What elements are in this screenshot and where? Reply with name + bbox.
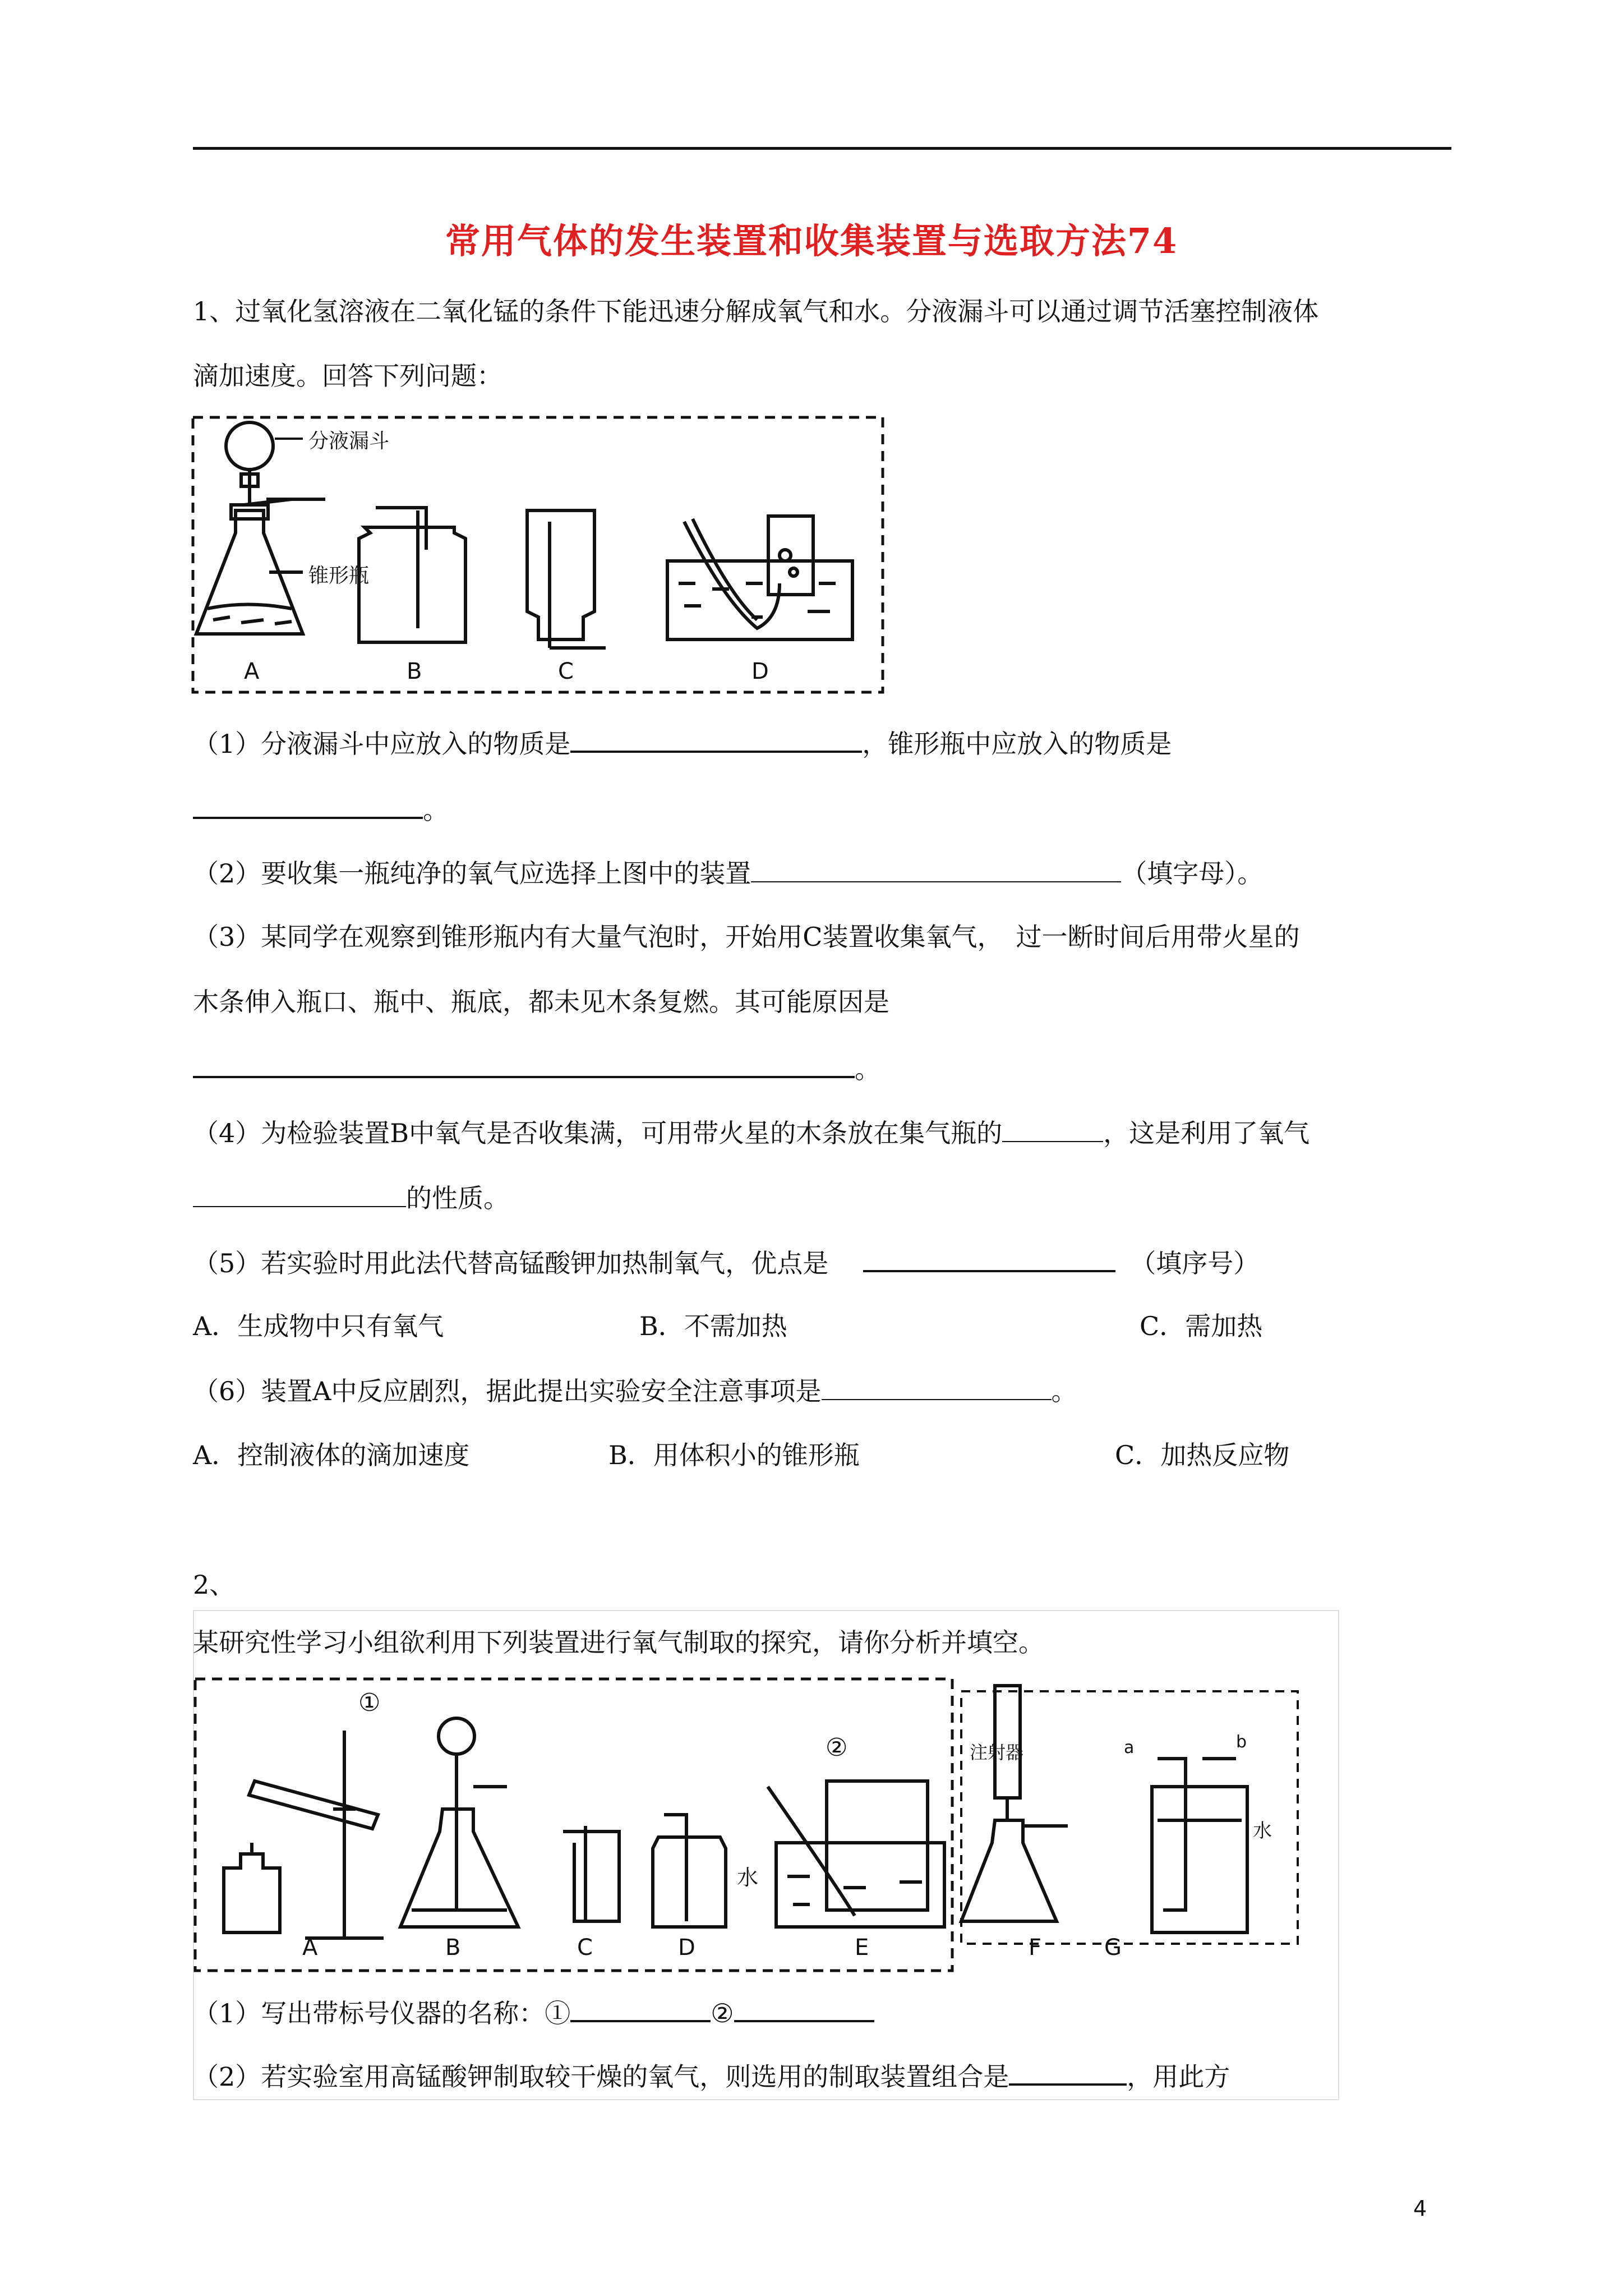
apparatus-label-d: D xyxy=(678,1935,695,1961)
marker-2: ② xyxy=(826,1733,848,1762)
apparatus-label-a: A xyxy=(302,1935,318,1961)
marker-1: ① xyxy=(358,1688,381,1717)
q1-sub6-option-c: C．加热反应物 xyxy=(1115,1440,1290,1470)
q2-sub2: （2）若实验室用高锰酸钾制取较干燥的氧气，则选用的制取装置组合是 ，用此方 xyxy=(193,2058,1230,2093)
apparatus-label-c: C xyxy=(577,1935,593,1961)
q1-sub3-line2: 木条伸入瓶口、瓶中、瓶底，都未见木条复燃。其可能原因是 xyxy=(193,987,889,1017)
q1-sub1-cont: 。 xyxy=(193,791,449,827)
q1-sub6-option-b: B．用体积小的锥形瓶 xyxy=(608,1440,860,1470)
page-title: 常用气体的发生装置和收集装置与选取方法74 xyxy=(445,220,1178,261)
q1-sub4-cont: 的性质。 xyxy=(193,1180,509,1215)
q1-sub5-option-c: C．需加热 xyxy=(1140,1311,1263,1341)
q1-apparatus-figure xyxy=(191,415,886,696)
answer-blank[interactable] xyxy=(193,791,423,819)
q2-stem: 某研究性学习小组欲利用下列装置进行氧气制取的探究，请你分析并填空。 xyxy=(193,1627,1044,1658)
answer-blank[interactable] xyxy=(734,1994,874,2022)
apparatus-label-b: B xyxy=(445,1935,461,1961)
label-port-a: a xyxy=(1124,1738,1135,1757)
q1-sub5-option-b: B．不需加热 xyxy=(639,1311,787,1341)
q1-sub2: （2）要收集一瓶纯净的氧气应选择上图中的装置 （填字母）。 xyxy=(193,855,1263,890)
apparatus-label-d: D xyxy=(751,659,769,684)
label-syringe: 注射器 xyxy=(970,1742,1024,1763)
header-rule xyxy=(193,147,1451,150)
q1-sub5: （5）若实验时用此法代替高锰酸钾加热制氧气，优点是 （填序号） xyxy=(193,1244,1259,1280)
q2-number: 2、 xyxy=(193,1570,236,1600)
answer-blank[interactable] xyxy=(193,1180,406,1207)
answer-blank[interactable] xyxy=(193,1050,855,1078)
page-number: 4 xyxy=(1413,2196,1427,2221)
label-water-e: 水 xyxy=(737,1865,759,1890)
q1-sub6: （6）装置A中反应剧烈，据此提出实验安全注意事项是 。 xyxy=(193,1373,1077,1408)
q2-apparatus-figure xyxy=(193,1674,1337,1977)
q1-sub1: （1）分液漏斗中应放入的物质是 ，锥形瓶中应放入的物质是 xyxy=(193,725,1172,761)
answer-blank[interactable] xyxy=(1002,1115,1103,1142)
q1-stem-line1: 1、过氧化氢溶液在二氧化锰的条件下能迅速分解成氧气和水。分液漏斗可以通过调节活塞控制液体 xyxy=(193,296,1319,326)
apparatus-label-a: A xyxy=(244,659,260,684)
q1-sub6-option-a: A．控制液体的滴加速度 xyxy=(193,1440,470,1470)
apparatus-label-b: B xyxy=(407,659,422,684)
q1-sub3-line1: （3）某同学在观察到锥形瓶内有大量气泡时，开始用C装置收集氧气， 过一断时间后用带火星的 xyxy=(193,922,1300,952)
label-port-b: b xyxy=(1236,1732,1247,1752)
apparatus-label-c: C xyxy=(558,659,574,684)
answer-blank[interactable] xyxy=(570,1994,711,2022)
q1-sub5-option-a: A．生成物中只有氧气 xyxy=(193,1311,444,1341)
answer-blank[interactable] xyxy=(863,1244,1115,1272)
answer-blank[interactable] xyxy=(570,725,862,753)
answer-blank[interactable] xyxy=(1009,2058,1127,2086)
apparatus-label-e: E xyxy=(855,1935,869,1961)
apparatus-label-g: G xyxy=(1104,1935,1122,1961)
label-water-g: 水 xyxy=(1253,1820,1272,1842)
q1-stem-line2: 滴加速度。回答下列问题： xyxy=(193,361,502,391)
q2-sub1: （1）写出带标号仪器的名称：① ② xyxy=(193,1994,874,2030)
label-separatory-funnel: 分液漏斗 xyxy=(308,430,390,453)
answer-blank[interactable] xyxy=(822,1373,1052,1400)
answer-blank[interactable] xyxy=(751,855,1121,882)
q1-sub3-cont: 。 xyxy=(193,1050,880,1086)
apparatus-label-f: F xyxy=(1029,1935,1042,1961)
q1-sub4: （4）为检验装置B中氧气是否收集满，可用带火星的木条放在集气瓶的 ，这是利用了氧气 xyxy=(193,1115,1310,1150)
label-conical-flask: 锥形瓶 xyxy=(308,564,370,587)
